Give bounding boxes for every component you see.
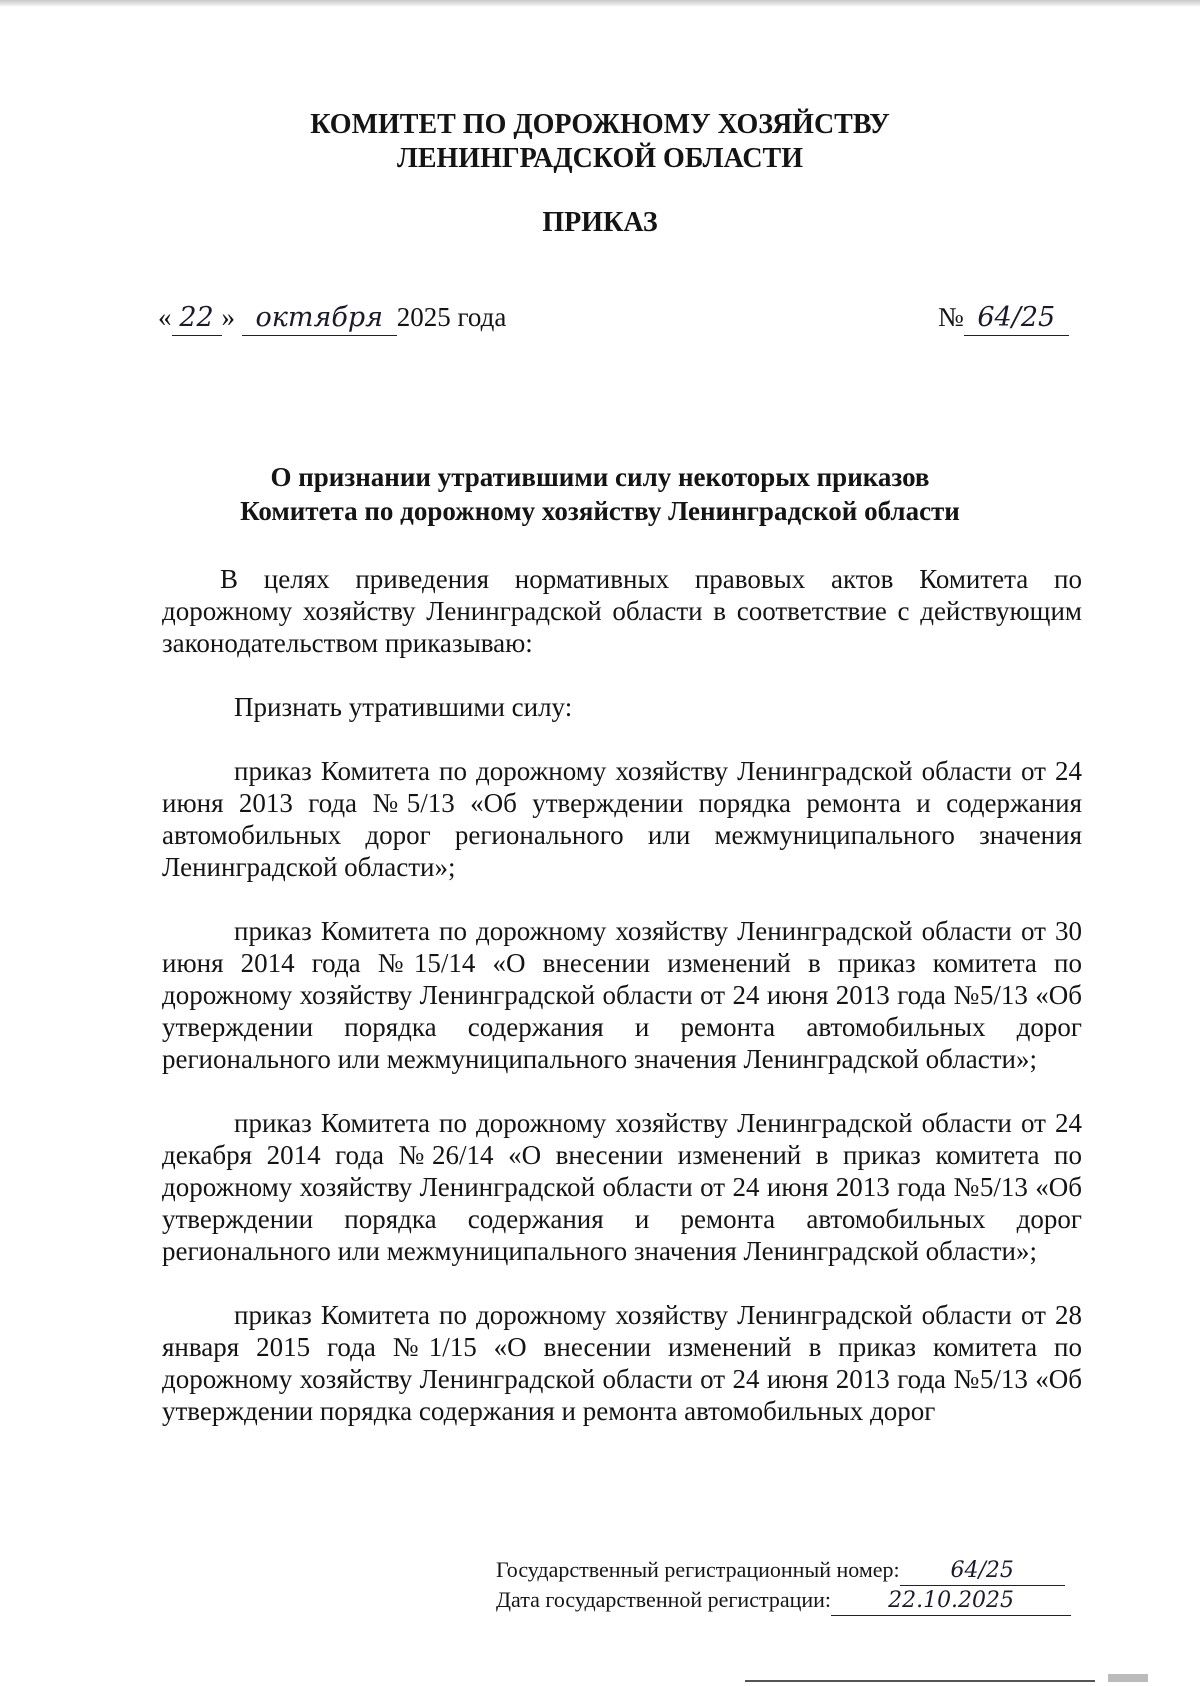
repealed-order-item: приказ Комитета по дорожному хозяйству Ленинградской области от 24 июня 2013 года №5/13 «Об утверждении порядка ремонта и содержания автомобильных дорог регионального или межмуниципального значения Ленинградской области»; [162,756,1082,882]
organization-line-2: ЛЕНИНГРАДСКОЙ ОБЛАСТИ [396,143,804,174]
order-subject [0,460,1200,528]
scan-edge-top [0,0,1200,6]
subject-line-2: Комитета по дорожному хозяйству Ленинградской области [240,496,960,526]
date-open-quote: « [158,302,172,332]
registration-number-line [496,1556,1071,1586]
order-date [158,300,506,336]
order-body [162,563,1082,1427]
organization-line-1: КОМИТЕТ ПО ДОРОЖНОМУ ХОЗЯЙСТВУ [310,109,890,140]
preamble-paragraph: В целях приведения нормативных правовых актов Комитета по дорожному хозяйству Ленинградской области в соответствие с действующим законодательством приказываю: [162,564,1082,658]
registration-block [496,1556,1071,1616]
registration-date-label: Дата государственной регистрации: [496,1587,832,1612]
order-number [938,300,1069,336]
subject-line-1: О признании утратившими силу некоторых приказов [270,462,930,492]
date-month-handwritten: октября [242,301,397,336]
repealed-order-item: приказ Комитета по дорожному хозяйству Ленинградской области от 24 декабря 2014 года №26/14 «О внесении изменений в приказ комитета по дорожному хозяйству Ленинградской области от 24 июня 2013 года №5/13 «Об утверждении порядка содержания и ремонта автомобильных дорог регионального или межмуниципального значения Ленинградской области»; [162,1108,1082,1266]
repealed-order-item: приказ Комитета по дорожному хозяйству Ленинградской области от 28 января 2015 года №1/15 «О внесении изменений в приказ комитета по дорожному хозяйству Ленинградской области от 24 июня 2013 года №5/13 «Об утверждении порядка содержания и ремонта автомобильных дорог [162,1300,1082,1426]
repealed-order-item: приказ Комитета по дорожному хозяйству Ленинградской области от 30 июня 2014 года №15/14 «О внесении изменений в приказ комитета по дорожному хозяйству Ленинградской области от 24 июня 2013 года №5/13 «Об утверждении порядка содержания и ремонта автомобильных дорог регионального или межмуниципального значения Ленинградской области»; [162,916,1082,1074]
registration-date-line [496,1586,1071,1616]
scan-artifact [1108,1674,1148,1682]
number-prefix: № [938,302,964,332]
recognize-label: Признать утратившими силу: [234,692,573,722]
scan-edge-bottom [745,1680,1095,1682]
organization-name [0,108,1200,176]
registration-number-handwritten: 64/25 [900,1557,1065,1586]
date-close-quote: » [221,302,235,332]
date-day-handwritten: 22 [172,301,222,336]
registration-number-label: Государственный регистрационный номер: [496,1557,900,1582]
registration-date-handwritten: 22.10.2025 [831,1587,1071,1616]
date-year: 2025 года [396,302,507,332]
order-title: ПРИКАЗ [542,207,658,238]
number-value-handwritten: 64/25 [964,301,1069,336]
